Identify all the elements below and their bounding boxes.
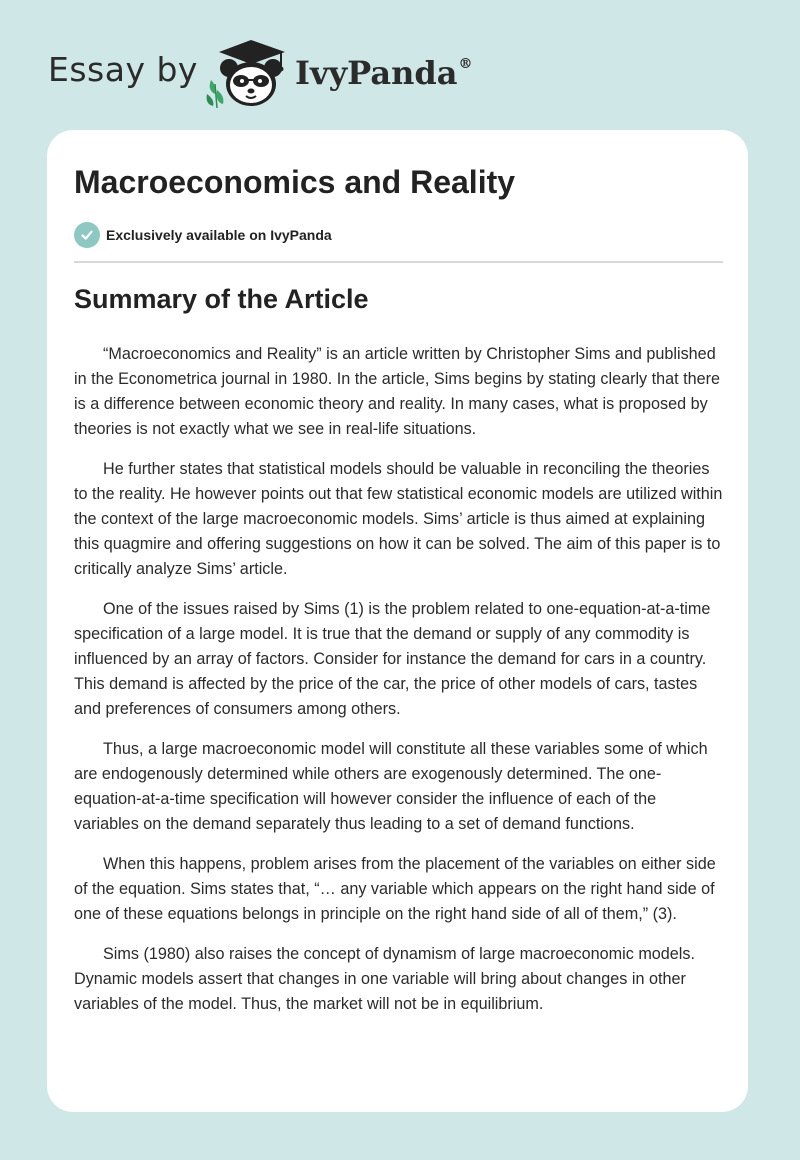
brand-name[interactable] [295, 54, 472, 92]
article-body [74, 342, 723, 1032]
paragraph-1: “Macroeconomics and Reality” is an article written by Christopher Sims and published in the Econometrica journal in 1980. In the article, Sims begins by stating clearly that there is a difference between economic theory and reality. In many cases, what is proposed by theories is not exactly what we see in real-life situations. [74, 345, 721, 438]
brand-text: IvyPanda [295, 54, 458, 92]
paragraph-3: One of the issues raised by Sims (1) is the problem related to one-equation-at-a-time specification of a large model. It is true that the demand or supply of any commodity is influenced by an array of factors. Consider for instance the demand for cars in a country. This demand is affected by the price of the car, the price of other models of cars, tastes and preferences of consumers among others. [74, 600, 711, 718]
page-title: Macroeconomics and Reality [74, 164, 516, 200]
check-icon [74, 222, 100, 248]
section-title: Summary of the Article [74, 284, 369, 314]
essay-by-label: Essay by [48, 50, 198, 89]
exclusive-text: Exclusively available on IvyPanda [106, 227, 332, 243]
site-header [48, 34, 548, 114]
paragraph-6: Sims (1980) also raises the concept of dynamism of large macroeconomic models. Dynamic models assert that changes in one variable will bring about changes in other variables of the model. Thus, the market will not be in equilibrium. [74, 945, 695, 1013]
paragraph-5: When this happens, problem arises from the placement of the variables on either side of the equation. Sims states that, “… any variable which appears on the right hand side of one of these equations belongs in principle on the right hand side of all of them,” (3). [74, 855, 716, 923]
paragraph-4: Thus, a large macroeconomic model will constitute all these variables some of which are endogenously determined while others are exogenously determined. The one-equation-at-a-time specification will however consider the influence of each of the variables on the demand separately thus leading to a set of demand functions. [74, 740, 708, 833]
panda-graduate-icon[interactable] [203, 34, 293, 110]
essay-card [47, 130, 748, 1112]
paragraph-2: He further states that statistical models should be valuable in reconciling the theories to the reality. He however points out that few statistical economic models are utilized within the context of the large macroeconomic models. Sims’ article is thus aimed at explaining this quagmire and offering suggestions on how it can be solved. The aim of this paper is to critically analyze Sims’ article. [74, 460, 723, 578]
registered-mark: ® [458, 56, 473, 72]
exclusive-badge [74, 222, 332, 248]
divider [74, 261, 723, 263]
